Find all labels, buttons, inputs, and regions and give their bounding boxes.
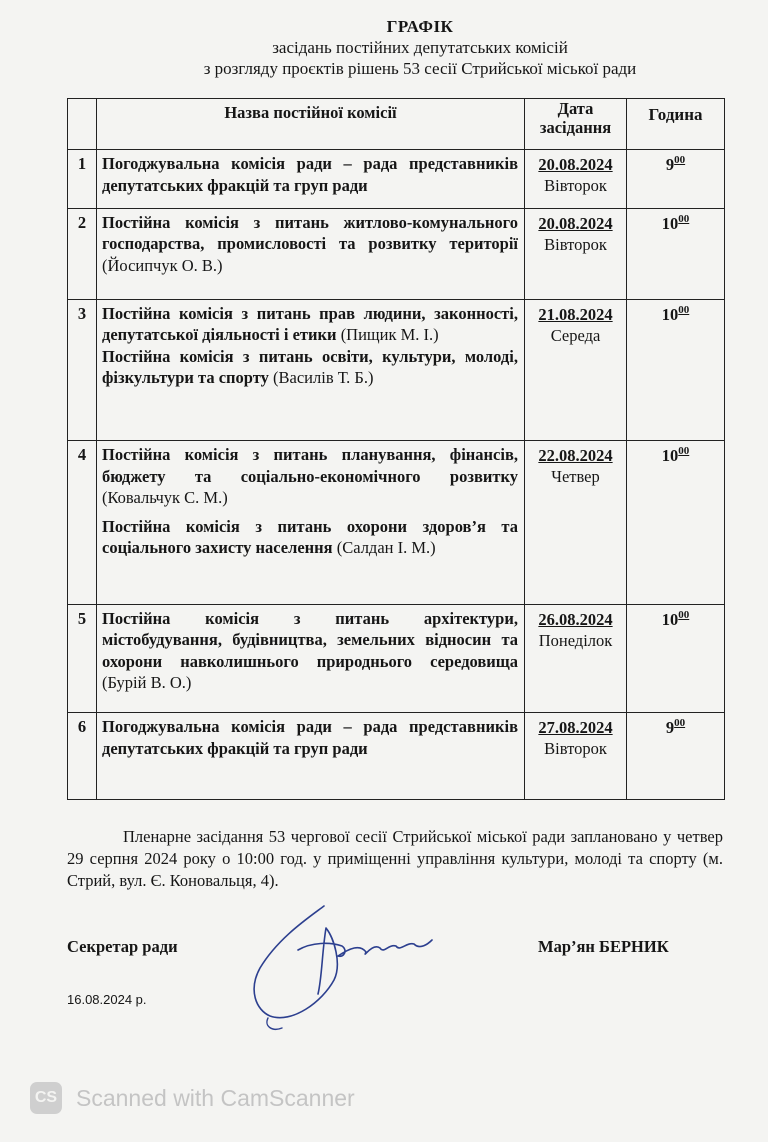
meeting-hour-cell <box>627 299 725 441</box>
table-row <box>68 150 725 209</box>
commission-entry <box>102 516 518 559</box>
commission-title: Постійна комісія з питань освіти, культури, молоді, фізкультури та спорту <box>102 346 518 388</box>
commission-title: Постійна комісія з питань прав людини, законності, депутатської діяльності і етики <box>102 303 518 345</box>
commission-title: Погоджувальна комісія ради – рада представників депутатських фракцій та груп ради <box>102 154 518 195</box>
meeting-hour-cell <box>627 441 725 605</box>
commission-entry <box>102 444 518 509</box>
row-number: 5 <box>68 604 97 712</box>
commission-chair: (Пищик М. І.) <box>336 325 439 345</box>
meeting-hour: 10 <box>661 304 679 324</box>
table-row <box>68 604 725 712</box>
meeting-date-cell <box>525 441 627 605</box>
commission-entry <box>102 153 518 196</box>
row-number: 2 <box>68 208 97 299</box>
meeting-date: 21.08.2024 <box>538 304 613 324</box>
watermark-text: Scanned with CamScanner <box>76 1084 355 1111</box>
commission-entry <box>102 212 518 277</box>
commission-title: Постійна комісія з питань житлово-комунального господарства, промисловості та розвитку території <box>102 212 518 254</box>
commission-chair: (Ковальчук С. М.) <box>102 488 228 508</box>
handwritten-signature <box>238 898 438 1038</box>
meeting-date: 20.08.2024 <box>538 213 613 233</box>
meeting-date: 20.08.2024 <box>538 155 613 174</box>
meeting-weekday: Четвер <box>551 467 600 487</box>
commission-entry <box>102 346 518 389</box>
commission-title: Постійна комісія з питань архітектури, містобудування, будівництва, земельних відносин та охорони навколишнього природнього середовища <box>102 608 518 671</box>
meeting-date-cell <box>525 604 627 712</box>
commission-chair: (Бурій В. О.) <box>102 673 192 693</box>
header-hour: Година <box>627 99 725 150</box>
meeting-weekday: Вівторок <box>544 176 607 195</box>
row-number: 4 <box>68 441 97 605</box>
meeting-date-cell <box>525 713 627 800</box>
meeting-hour-cell <box>627 208 725 299</box>
document-date: 16.08.2024 р. <box>67 992 147 1007</box>
meeting-date: 27.08.2024 <box>538 718 613 738</box>
meeting-hour: 9 <box>665 718 675 738</box>
signer-role: Секретар ради <box>67 937 178 956</box>
commission-entry <box>102 303 518 346</box>
commission-entry <box>102 716 518 759</box>
meeting-date-cell <box>525 299 627 441</box>
meeting-date-cell <box>525 150 627 209</box>
table-row <box>68 713 725 800</box>
meeting-date: 22.08.2024 <box>538 446 613 466</box>
meeting-hour-cell <box>627 713 725 800</box>
commission-name-cell <box>97 441 525 605</box>
meeting-minutes: 00 <box>678 212 690 225</box>
meeting-hour-cell <box>627 150 725 209</box>
commission-name-cell <box>97 713 525 800</box>
commission-title: Постійна комісія з питань охорони здоров’я та соціального захисту населення <box>102 516 518 558</box>
document-title: ГРАФІК <box>386 17 454 36</box>
schedule-table <box>67 98 725 800</box>
meeting-weekday: Середа <box>550 325 601 345</box>
commission-chair: (Василів Т. Б.) <box>268 368 374 388</box>
meeting-minutes: 00 <box>674 717 686 730</box>
meeting-weekday: Вівторок <box>544 739 607 759</box>
schedule-table-body <box>68 150 725 800</box>
commission-name-cell <box>97 299 525 441</box>
meeting-weekday: Понеділок <box>538 630 613 650</box>
commission-chair: (Йосипчук О. В.) <box>102 255 223 275</box>
header-meeting-date: Дата засідання <box>525 99 627 150</box>
commission-name-cell <box>97 208 525 299</box>
plenary-session-note <box>67 826 723 892</box>
meeting-hour: 10 <box>661 609 679 629</box>
meeting-minutes: 00 <box>674 154 686 166</box>
header-commission-name: Назва постійної комісії <box>97 99 525 150</box>
table-row <box>68 208 725 299</box>
header-number-cell <box>68 99 97 150</box>
meeting-hour-cell <box>627 604 725 712</box>
meeting-weekday: Вівторок <box>544 234 607 254</box>
meeting-date: 26.08.2024 <box>538 609 613 629</box>
meeting-minutes: 00 <box>678 303 690 316</box>
meeting-minutes: 00 <box>678 445 690 458</box>
camscanner-logo-icon: CS <box>30 1082 62 1114</box>
scanner-watermark <box>30 1080 355 1116</box>
row-number: 1 <box>68 150 97 209</box>
meeting-hour: 9 <box>665 155 675 174</box>
row-number: 6 <box>68 713 97 800</box>
table-row <box>68 441 725 605</box>
commission-chair: (Салдан І. М.) <box>332 538 436 558</box>
document-subtitle-line-1: засідань постійних депутатських комісій <box>272 38 568 57</box>
meeting-hour: 10 <box>661 446 679 466</box>
table-row <box>68 299 725 441</box>
signer-name: Мар’ян БЕРНИК <box>538 937 669 956</box>
row-number: 3 <box>68 299 97 441</box>
commission-name-cell <box>97 150 525 209</box>
meeting-hour: 10 <box>661 213 679 233</box>
commission-title: Постійна комісія з питань планування, фінансів, бюджету та соціально-економічного розвитку <box>102 445 518 486</box>
document-subtitle-line-2: з розгляду проєктів рішень 53 сесії Стрийської міської ради <box>203 59 637 78</box>
meeting-date-cell <box>525 208 627 299</box>
table-header-row <box>68 99 725 150</box>
commission-title: Погоджувальна комісія ради – рада представників депутатських фракцій та груп ради <box>102 717 518 758</box>
meeting-minutes: 00 <box>678 608 690 621</box>
plenary-session-text: Пленарне засідання 53 чергової сесії Стрийської міської ради заплановано у четвер 29 серпня 2024 року о 10:00 год. у приміщенні управління культури, молоді та спорту (м. Стрий, вул. Є. Коновальця, 4). <box>67 827 723 890</box>
commission-entry <box>102 608 518 694</box>
commission-name-cell <box>97 604 525 712</box>
